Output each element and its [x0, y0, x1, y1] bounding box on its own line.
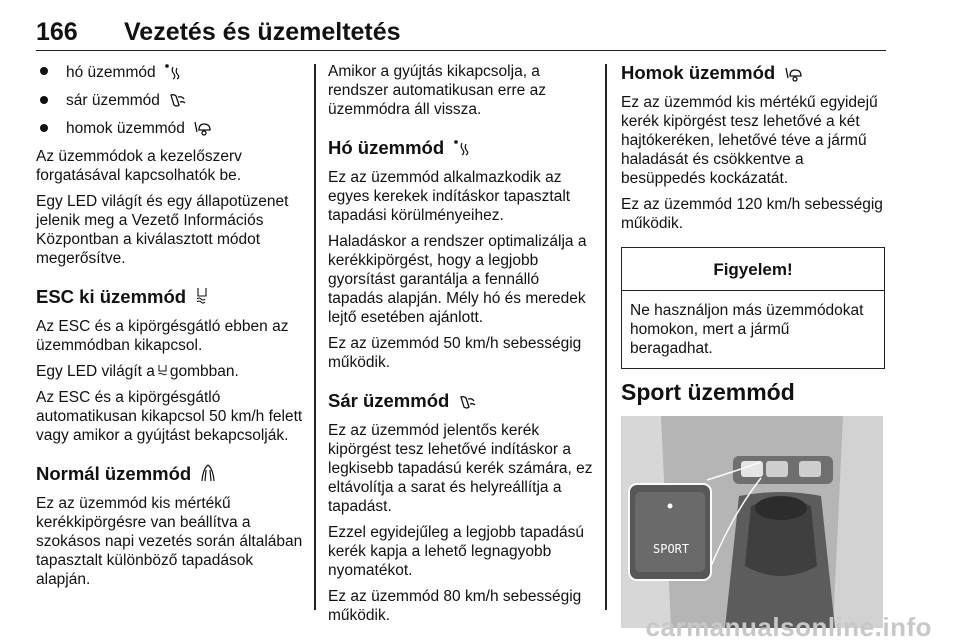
paragraph: Ezzel egyidejűleg a legjobb tapadású kerék kapja a lehető legnagyobb nyomatékot.	[328, 524, 584, 579]
column-1	[36, 62, 304, 596]
page-number: 166	[36, 18, 78, 46]
section-heading-sand: Homok üzemmód	[621, 62, 887, 84]
mud-mode-icon	[168, 92, 186, 108]
section-heading-sport: Sport üzemmód	[621, 379, 795, 405]
paragraph: Ez az üzemmód 120 km/h sebességig működik.	[621, 196, 883, 232]
esc-off-icon	[158, 364, 167, 378]
esc-off-icon	[195, 286, 209, 306]
notice-box	[621, 247, 885, 369]
list-item	[36, 119, 304, 138]
paragraph: Az üzemmódok a kezelőszerv forgatásával kapcsolhatók be.	[36, 148, 242, 184]
bullet-label-snow: hó üzemmód	[66, 64, 156, 81]
section-heading-esc-off: ESC ki üzemmód	[36, 286, 304, 308]
paragraph: Ez az üzemmód 50 km/h sebességig működik.	[328, 335, 582, 371]
column-divider-1	[314, 64, 316, 610]
paragraph: Ez az üzemmód kis mértékű kerékkipörgésre van beállítva a szokásos napi vezetés során általában tapasztalt különböző tapadások alapján.	[36, 495, 303, 588]
section-heading-snow: Hó üzemmód	[328, 137, 594, 159]
paragraph: Egy LED világít és egy állapotüzenet jelenik meg a Vezető Információs Központban a kiválasztott módot megerősítve.	[36, 193, 289, 267]
mud-mode-icon	[458, 394, 476, 410]
sport-mode-photo	[621, 416, 883, 628]
normal-mode-icon	[200, 463, 216, 483]
section-heading-normal: Normál üzemmód	[36, 463, 304, 485]
paragraph: Ez az üzemmód kis mértékű egyidejű kerék kipörgést tesz lehetővé a két hajtókeréken, lehetővé téve a jármű haladását és csökkentve a besüppedés kockázatát.	[621, 94, 878, 187]
column-2	[328, 62, 594, 632]
page-header	[36, 8, 886, 51]
list-item	[36, 62, 304, 82]
paragraph: Amikor a gyújtás kikapcsolja, a rendszer automatikusan erre az üzemmódra áll vissza.	[328, 63, 546, 118]
bullet-label-sand: homok üzemmód	[66, 120, 185, 137]
paragraph: Az ESC és a kipörgésgátló automatikusan kikapcsol 50 km/h felett vagy amikor a gyújtást bekapcsolják.	[36, 389, 303, 444]
snow-mode-icon	[453, 137, 471, 157]
notice-body: Ne használjon más üzemmódokat homokon, mert a jármű beragadhat.	[630, 302, 864, 357]
paragraph: Ez az üzemmód 80 km/h sebességig működik.	[328, 588, 582, 624]
sport-button-label: SPORT	[653, 542, 690, 556]
bullet-label-mud: sár üzemmód	[66, 92, 160, 109]
paragraph: Haladáskor a rendszer optimalizálja a kerékkipörgést, hogy a legjobb gyorsítást garantálja a fennálló tapadás alapján. Mély hó és meredek lejtő esetében ajánlott.	[328, 233, 587, 326]
watermark: carmanualsonline.info	[645, 612, 932, 642]
paragraph: Ez az üzemmód alkalmazkodik az egyes kerekek indításkor tapasztalt tapadási körülményeihez.	[328, 169, 571, 224]
notice-title: Figyelem!	[622, 248, 884, 291]
page-title: Vezetés és üzemeltetés	[124, 18, 401, 46]
paragraph: Az ESC és a kipörgésgátló ebben az üzemmódban kikapcsol.	[36, 318, 289, 354]
sand-mode-icon	[193, 120, 213, 136]
column-divider-2	[605, 64, 607, 610]
sand-mode-icon	[784, 66, 804, 82]
paragraph: Egy LED világít a gombban.	[36, 363, 239, 380]
list-item	[36, 91, 304, 110]
snow-mode-icon	[164, 62, 182, 80]
column-3	[621, 62, 887, 628]
paragraph: Ez az üzemmód jelentős kerék kipörgést tesz lehetővé indításkor a legkisebb tapadású kerék számára, ez eltávolítja a sarat és helyreállítja a tapadást.	[328, 422, 593, 515]
section-heading-mud: Sár üzemmód	[328, 390, 594, 412]
